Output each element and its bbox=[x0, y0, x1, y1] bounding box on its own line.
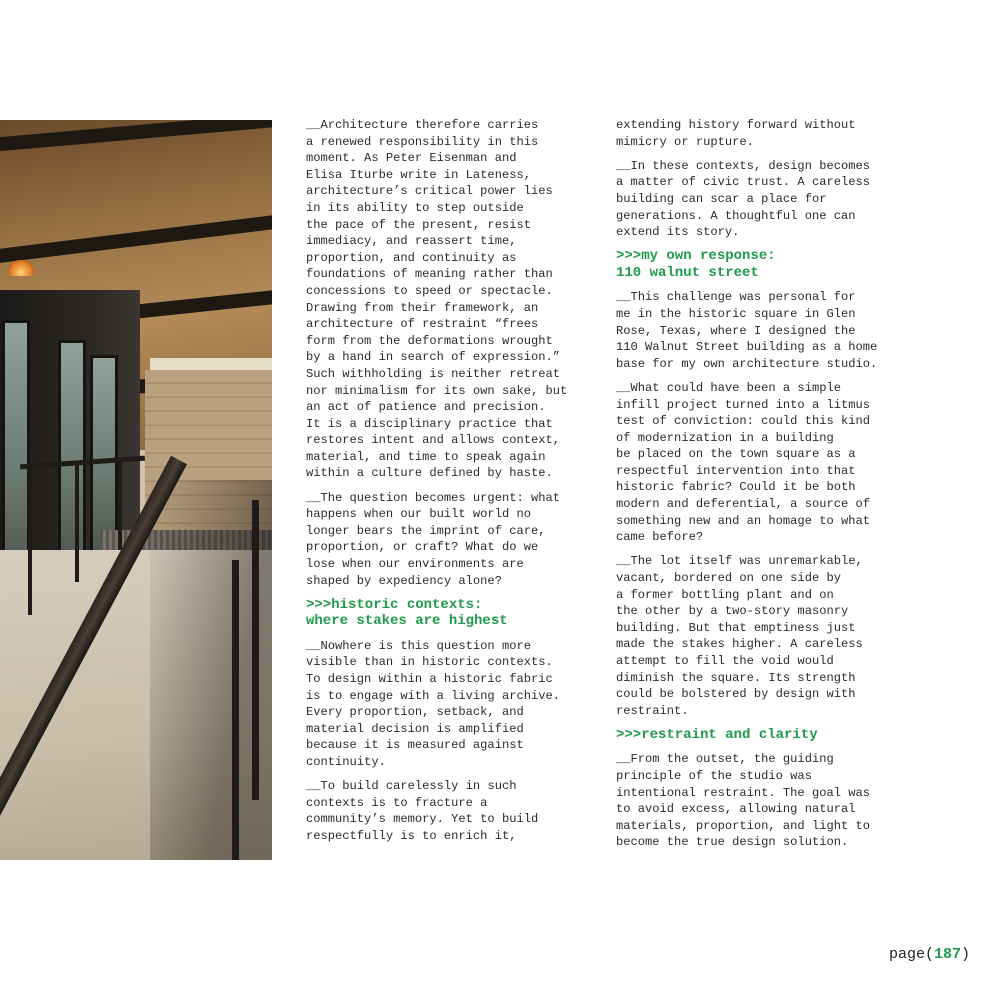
rail-post bbox=[75, 462, 79, 582]
paragraph: __From the outset, the guiding principle of the studio was intentional restraint. The goal was to avoid excess, allowing natural materials, proportion, and light to become the true design solution. bbox=[616, 752, 871, 850]
pendant-lamp bbox=[8, 260, 34, 276]
page-number-value: 187 bbox=[933, 946, 961, 963]
paragraph: __Architecture therefore carries a renewed responsibility in this moment. As Peter Eisenman and Elisa Iturbe write in Lateness, architecture’s critical power lies in its ability to step outside the pace of the present, resist immediacy, and reassert time, proportion, and continuity as foundations of meaning rather than concessions to speed or spectacle. Drawing from their framework, an architecture of restraint “frees form from the deformations wrought by a hand in search of expression.” Such withholding is neither retreat nor minimalism for its own sake, but an act of patience and precision. It is a disciplinary practice that restores intent and allows context, material, and time to speak again within a culture defined by haste. bbox=[306, 118, 568, 481]
rail-post bbox=[28, 465, 32, 615]
text-column-left bbox=[306, 117, 596, 852]
page-prefix: page( bbox=[888, 946, 934, 963]
section-heading: >>>my own response: 110 walnut street bbox=[616, 248, 776, 281]
rail-post bbox=[252, 500, 259, 800]
paragraph: __Nowhere is this question more visible than in historic contexts. To design within a historic fabric is to engage with a living archive. Every proportion, setback, and material decision is amplified because it is measured against continuity. bbox=[306, 638, 561, 769]
paragraph: extending history forward without mimicry or rupture. bbox=[616, 118, 856, 149]
rail-post bbox=[232, 560, 239, 860]
section-heading: >>>historic contexts: where stakes are highest bbox=[306, 596, 508, 630]
paragraph: __To build carelessly in such contexts is to fracture a community’s memory. Yet to build respectfully is to enrich it, bbox=[306, 779, 539, 843]
paragraph: __The lot itself was unremarkable, vacant, bordered on one side by a former bottling plant and on the other by a two-story masonry building. But that emptiness just made the stakes higher. A careless attempt to fill the void would diminish the square. Its strength could be bolstered by design with restraint. bbox=[616, 554, 863, 718]
page-number bbox=[889, 946, 970, 963]
section-heading: >>>restraint and clarity bbox=[616, 726, 818, 743]
paragraph: __The question becomes urgent: what happens when our built world no longer bears the imprint of care, proportion, or craft? What do we lose when our environments are shaped by expediency alone? bbox=[306, 490, 561, 588]
text-column-right bbox=[616, 117, 906, 859]
rail-post bbox=[118, 460, 122, 550]
paragraph: __In these contexts, design becomes a matter of civic trust. A careless building can scar a place for generations. A thoughtful one can extend its story. bbox=[616, 158, 871, 240]
paragraph: __What could have been a simple infill project turned into a litmus test of conviction: could this kind of modernization in a building be placed on the town square as a respectful intervention into that historic fabric? Could it be both modern and deferential, a source of something new and an homage to what came before? bbox=[616, 380, 871, 545]
paragraph: __This challenge was personal for me in the historic square in Glen Rose, Texas, where I designed the 110 Walnut Street building as a home base for my own architecture studio. bbox=[616, 290, 878, 371]
page-suffix: ) bbox=[960, 946, 970, 963]
photo-covered-walkway bbox=[0, 120, 272, 860]
